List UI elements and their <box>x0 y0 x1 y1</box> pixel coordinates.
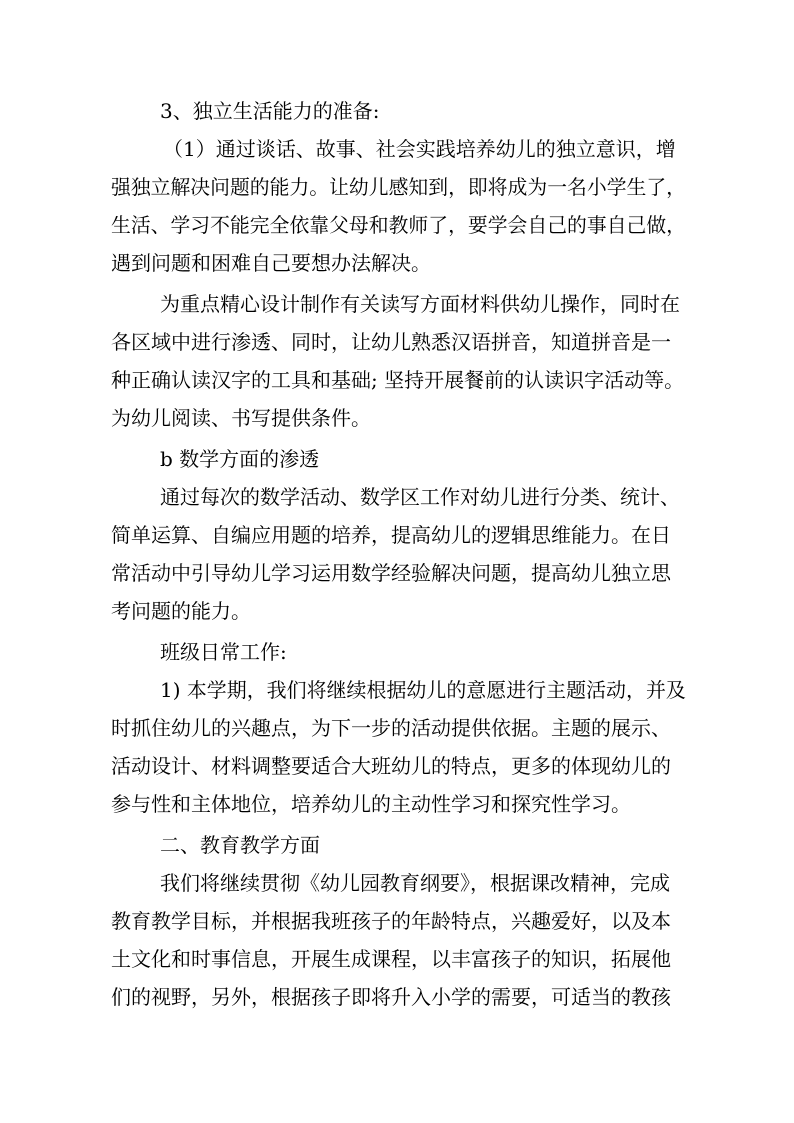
text-line-18: 活动设计、材料调整要适合大班幼儿的特点，更多的体现幼儿的 <box>111 754 671 778</box>
text-line-10: b 数学方面的渗透 <box>160 447 320 471</box>
text-line-7: 各区域中进行渗透、同时，让幼儿熟悉汉语拼音，知道拼音是一 <box>111 330 671 354</box>
text-line-21: 我们将继续贯彻《幼儿园教育纲要》，根据课改精神，完成 <box>160 871 670 895</box>
text-line-11: 通过每次的数学活动、数学区工作对幼儿进行分类、统计、 <box>160 485 680 509</box>
text-line-6: 为重点精心设计制作有关读写方面材料供幼儿操作，同时在 <box>160 292 680 316</box>
text-line-2: （1）通过谈话、故事、社会实践培养幼儿的独立意识，增 <box>163 137 676 161</box>
text-line-23: 土文化和时事信息，开展生成课程，以丰富孩子的知识，拓展他 <box>111 947 671 971</box>
text-line-4: 生活、学习不能完全依靠父母和教师了，要学会自己的事自己做， <box>111 213 687 237</box>
text-line-12: 简单运算、自编应用题的培养，提高幼儿的逻辑思维能力。在日 <box>111 523 671 547</box>
text-line-17: 时抓住幼儿的兴趣点，为下一步的活动提供依据。主题的展示、 <box>111 716 671 740</box>
text-line-5: 遇到问题和困难自己要想办法解决。 <box>111 251 431 275</box>
text-line-20: 二、教育教学方面 <box>160 833 320 857</box>
text-line-13: 常活动中引导幼儿学习运用数学经验解决问题，提高幼儿独立思 <box>111 561 671 585</box>
text-line-16: 1) 本学期，我们将继续根据幼儿的意愿进行主题活动，并及 <box>160 678 686 702</box>
text-line-1: 3、独立生活能力的准备: <box>160 99 380 123</box>
text-line-8: 种正确认读汉字的工具和基础; 坚持开展餐前的认读识字活动等。 <box>111 368 685 392</box>
text-line-24: 们的视野，另外，根据孩子即将升入小学的需要，可适当的教孩 <box>111 985 671 1009</box>
text-line-22: 教育教学目标，并根据我班孩子的年龄特点，兴趣爱好，以及本 <box>111 909 671 933</box>
text-line-3: 强独立解决问题的能力。让幼儿感知到，即将成为一名小学生了， <box>111 175 687 199</box>
text-line-19: 参与性和主体地位，培养幼儿的主动性学习和探究性学习。 <box>111 792 631 816</box>
text-line-14: 考问题的能力。 <box>111 599 251 623</box>
text-line-15: 班级日常工作: <box>160 640 287 664</box>
text-line-9: 为幼儿阅读、书写提供条件。 <box>111 406 371 430</box>
